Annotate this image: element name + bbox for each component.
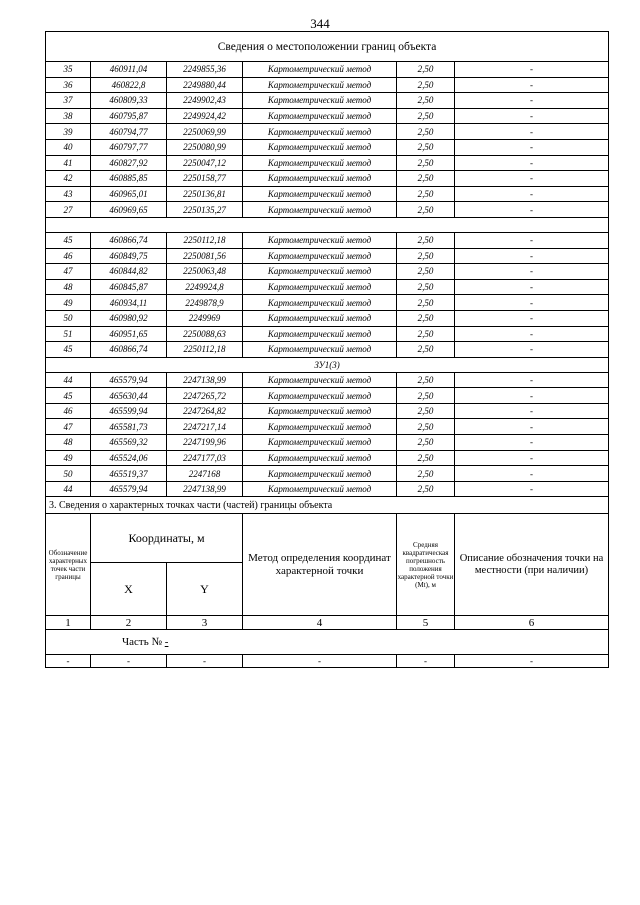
header-description: Описание обозначения точки на местности (при наличии) xyxy=(455,514,609,616)
coord-x: 460849,75 xyxy=(91,248,167,264)
method: Картометрический метод xyxy=(243,139,397,155)
point-number: 47 xyxy=(46,264,91,280)
method: Картометрический метод xyxy=(243,372,397,388)
accuracy: 2,50 xyxy=(397,171,455,187)
accuracy: 2,50 xyxy=(397,419,455,435)
accuracy: 2,50 xyxy=(397,466,455,482)
part-label: Часть № xyxy=(122,636,162,649)
point-number: 44 xyxy=(46,481,91,497)
column-number-row xyxy=(46,616,609,630)
point-number: 36 xyxy=(46,77,91,93)
coord-y: 2247265,72 xyxy=(167,388,243,404)
coord-x: 465630,44 xyxy=(91,388,167,404)
accuracy: 2,50 xyxy=(397,139,455,155)
accuracy: 2,50 xyxy=(397,403,455,419)
accuracy: 2,50 xyxy=(397,108,455,124)
table-row xyxy=(46,326,609,342)
method: Картометрический метод xyxy=(243,62,397,78)
empty-value: - xyxy=(46,655,91,668)
coord-y: 2250112,18 xyxy=(167,342,243,358)
method: Картометрический метод xyxy=(243,310,397,326)
table-row xyxy=(46,139,609,155)
coord-x: 460827,92 xyxy=(91,155,167,171)
accuracy: 2,50 xyxy=(397,186,455,202)
coord-x: 465599,94 xyxy=(91,403,167,419)
accuracy: 2,50 xyxy=(397,372,455,388)
point-number: 50 xyxy=(46,466,91,482)
description: - xyxy=(455,295,609,311)
method: Картометрический метод xyxy=(243,155,397,171)
empty-value: - xyxy=(455,655,609,668)
description: - xyxy=(455,310,609,326)
header-designation: Обозначение характерных точек части границы xyxy=(46,514,91,616)
table-row xyxy=(46,186,609,202)
accuracy: 2,50 xyxy=(397,310,455,326)
coord-y: 2247217,14 xyxy=(167,419,243,435)
point-number: 46 xyxy=(46,248,91,264)
table-row xyxy=(46,248,609,264)
column-number: 6 xyxy=(455,616,609,630)
column-number: 5 xyxy=(397,616,455,630)
description: - xyxy=(455,264,609,280)
coord-y: 2250047,12 xyxy=(167,155,243,171)
table-row xyxy=(46,388,609,404)
coord-x: 460885,85 xyxy=(91,171,167,187)
point-number: 46 xyxy=(46,403,91,419)
coord-x: 460844,82 xyxy=(91,264,167,280)
coord-y: 2247177,03 xyxy=(167,450,243,466)
description: - xyxy=(455,202,609,218)
method: Картометрический метод xyxy=(243,403,397,419)
table-row xyxy=(46,62,609,78)
method: Картометрический метод xyxy=(243,248,397,264)
coord-x: 460822,8 xyxy=(91,77,167,93)
point-number: 27 xyxy=(46,202,91,218)
description: - xyxy=(455,171,609,187)
coord-y: 2247138,99 xyxy=(167,481,243,497)
section-title-row xyxy=(46,32,609,62)
table-row xyxy=(46,77,609,93)
table-row xyxy=(46,450,609,466)
part-row xyxy=(46,630,609,655)
coord-x: 465569,32 xyxy=(91,435,167,451)
method: Картометрический метод xyxy=(243,202,397,218)
table-row xyxy=(46,93,609,109)
point-number: 38 xyxy=(46,108,91,124)
method: Картометрический метод xyxy=(243,264,397,280)
accuracy: 2,50 xyxy=(397,279,455,295)
description: - xyxy=(455,466,609,482)
group-label-row xyxy=(46,357,609,372)
empty-value: - xyxy=(91,655,167,668)
accuracy: 2,50 xyxy=(397,264,455,280)
accuracy: 2,50 xyxy=(397,481,455,497)
description: - xyxy=(455,124,609,140)
table-row xyxy=(46,202,609,218)
header-row xyxy=(46,514,609,563)
point-number: 45 xyxy=(46,388,91,404)
accuracy: 2,50 xyxy=(397,248,455,264)
coord-x: 460866,74 xyxy=(91,342,167,358)
description: - xyxy=(455,450,609,466)
empty-value: - xyxy=(397,655,455,668)
method: Картометрический метод xyxy=(243,295,397,311)
coord-y: 2247168 xyxy=(167,466,243,482)
column-number: 2 xyxy=(91,616,167,630)
coord-x: 460965,01 xyxy=(91,186,167,202)
header-coordinates: Координаты, м xyxy=(91,514,243,563)
accuracy: 2,50 xyxy=(397,62,455,78)
coord-y: 2250135,27 xyxy=(167,202,243,218)
point-number: 49 xyxy=(46,450,91,466)
coord-y: 2250112,18 xyxy=(167,232,243,248)
coord-y: 2249878,9 xyxy=(167,295,243,311)
point-number: 37 xyxy=(46,93,91,109)
section3-title: 3. Сведения о характерных точках части (частей) границы объекта xyxy=(46,497,609,514)
table-row xyxy=(46,466,609,482)
accuracy: 2,50 xyxy=(397,326,455,342)
point-number: 39 xyxy=(46,124,91,140)
method: Картометрический метод xyxy=(243,466,397,482)
description: - xyxy=(455,403,609,419)
coord-x: 465579,94 xyxy=(91,481,167,497)
description: - xyxy=(455,232,609,248)
page-number: 344 xyxy=(310,16,330,31)
coord-y: 2250136,81 xyxy=(167,186,243,202)
coord-x: 460969,65 xyxy=(91,202,167,218)
method: Картометрический метод xyxy=(243,108,397,124)
part-value: - xyxy=(164,636,169,649)
empty-cell xyxy=(46,217,609,232)
coord-x: 460797,77 xyxy=(91,139,167,155)
accuracy: 2,50 xyxy=(397,202,455,218)
empty-value: - xyxy=(167,655,243,668)
method: Картометрический метод xyxy=(243,279,397,295)
column-number: 4 xyxy=(243,616,397,630)
point-number: 41 xyxy=(46,155,91,171)
point-number: 45 xyxy=(46,232,91,248)
coord-y: 2250158,77 xyxy=(167,171,243,187)
description: - xyxy=(455,93,609,109)
accuracy: 2,50 xyxy=(397,77,455,93)
accuracy: 2,50 xyxy=(397,435,455,451)
table-row xyxy=(46,171,609,187)
coord-x: 460934,11 xyxy=(91,295,167,311)
method: Картометрический метод xyxy=(243,450,397,466)
point-number: 48 xyxy=(46,435,91,451)
coord-x: 465581,73 xyxy=(91,419,167,435)
description: - xyxy=(455,248,609,264)
coord-y: 2249855,36 xyxy=(167,62,243,78)
coord-x: 460795,87 xyxy=(91,108,167,124)
coord-x: 460911,04 xyxy=(91,62,167,78)
coord-y: 2249880,44 xyxy=(167,77,243,93)
coord-x: 465579,94 xyxy=(91,372,167,388)
table-row xyxy=(46,419,609,435)
point-number: 45 xyxy=(46,342,91,358)
coord-y: 2250080,99 xyxy=(167,139,243,155)
section-title: Сведения о местоположении границ объекта xyxy=(46,32,609,62)
section3-title-row xyxy=(46,497,609,514)
description: - xyxy=(455,388,609,404)
table-row xyxy=(46,295,609,311)
coord-x: 460794,77 xyxy=(91,124,167,140)
table-row xyxy=(46,108,609,124)
description: - xyxy=(455,186,609,202)
coord-y: 2249969 xyxy=(167,310,243,326)
method: Картометрический метод xyxy=(243,326,397,342)
coord-y: 2247199,96 xyxy=(167,435,243,451)
point-number: 42 xyxy=(46,171,91,187)
coord-y: 2249924,42 xyxy=(167,108,243,124)
method: Картометрический метод xyxy=(243,419,397,435)
table-row xyxy=(46,372,609,388)
method: Картометрический метод xyxy=(243,435,397,451)
coord-y: 2250081,56 xyxy=(167,248,243,264)
empty-value: - xyxy=(243,655,397,668)
coord-y: 2250063,48 xyxy=(167,264,243,280)
column-number: 1 xyxy=(46,616,91,630)
table-row xyxy=(46,232,609,248)
description: - xyxy=(455,435,609,451)
method: Картометрический метод xyxy=(243,186,397,202)
accuracy: 2,50 xyxy=(397,342,455,358)
coord-x: 460845,87 xyxy=(91,279,167,295)
coord-y: 2250088,63 xyxy=(167,326,243,342)
group-label: ЗУ1(3) xyxy=(46,357,609,372)
coord-x: 460809,33 xyxy=(91,93,167,109)
method: Картометрический метод xyxy=(243,342,397,358)
point-number: 49 xyxy=(46,295,91,311)
header-accuracy: Средняя квадратическая погрешность положения характерной точки (Mt), м xyxy=(397,514,455,616)
point-number: 44 xyxy=(46,372,91,388)
point-number: 43 xyxy=(46,186,91,202)
table-row xyxy=(46,264,609,280)
table-row xyxy=(46,310,609,326)
table-row xyxy=(46,155,609,171)
empty-separator-row xyxy=(46,217,609,232)
description: - xyxy=(455,326,609,342)
accuracy: 2,50 xyxy=(397,450,455,466)
point-number: 51 xyxy=(46,326,91,342)
method: Картометрический метод xyxy=(243,124,397,140)
table-row xyxy=(46,655,609,668)
method: Картометрический метод xyxy=(243,232,397,248)
method: Картометрический метод xyxy=(243,93,397,109)
table-row xyxy=(46,403,609,419)
coord-y: 2249924,8 xyxy=(167,279,243,295)
coord-x: 460866,74 xyxy=(91,232,167,248)
table-row xyxy=(46,342,609,358)
accuracy: 2,50 xyxy=(397,124,455,140)
point-number: 48 xyxy=(46,279,91,295)
description: - xyxy=(455,77,609,93)
column-number: 3 xyxy=(167,616,243,630)
accuracy: 2,50 xyxy=(397,388,455,404)
table-row xyxy=(46,279,609,295)
description: - xyxy=(455,279,609,295)
description: - xyxy=(455,419,609,435)
description: - xyxy=(455,108,609,124)
coord-y: 2247138,99 xyxy=(167,372,243,388)
description: - xyxy=(455,155,609,171)
header-x: X xyxy=(91,563,167,616)
method: Картометрический метод xyxy=(243,388,397,404)
header-y: Y xyxy=(167,563,243,616)
coord-x: 460980,92 xyxy=(91,310,167,326)
coord-y: 2247264,82 xyxy=(167,403,243,419)
table-row xyxy=(46,481,609,497)
accuracy: 2,50 xyxy=(397,155,455,171)
table-row xyxy=(46,124,609,140)
accuracy: 2,50 xyxy=(397,232,455,248)
header-method: Метод определения координат характерной точки xyxy=(243,514,397,616)
coord-x: 460951,65 xyxy=(91,326,167,342)
accuracy: 2,50 xyxy=(397,93,455,109)
description: - xyxy=(455,62,609,78)
description: - xyxy=(455,139,609,155)
method: Картометрический метод xyxy=(243,77,397,93)
method: Картометрический метод xyxy=(243,481,397,497)
coord-y: 2250069,99 xyxy=(167,124,243,140)
part-cell xyxy=(46,630,609,655)
table-row xyxy=(46,435,609,451)
description: - xyxy=(455,372,609,388)
description: - xyxy=(455,342,609,358)
point-number: 40 xyxy=(46,139,91,155)
method: Картометрический метод xyxy=(243,171,397,187)
coord-x: 465519,37 xyxy=(91,466,167,482)
coord-y: 2249902,43 xyxy=(167,93,243,109)
coord-x: 465524,06 xyxy=(91,450,167,466)
description: - xyxy=(455,481,609,497)
accuracy: 2,50 xyxy=(397,295,455,311)
boundary-table xyxy=(45,31,609,668)
point-number: 35 xyxy=(46,62,91,78)
point-number: 47 xyxy=(46,419,91,435)
point-number: 50 xyxy=(46,310,91,326)
